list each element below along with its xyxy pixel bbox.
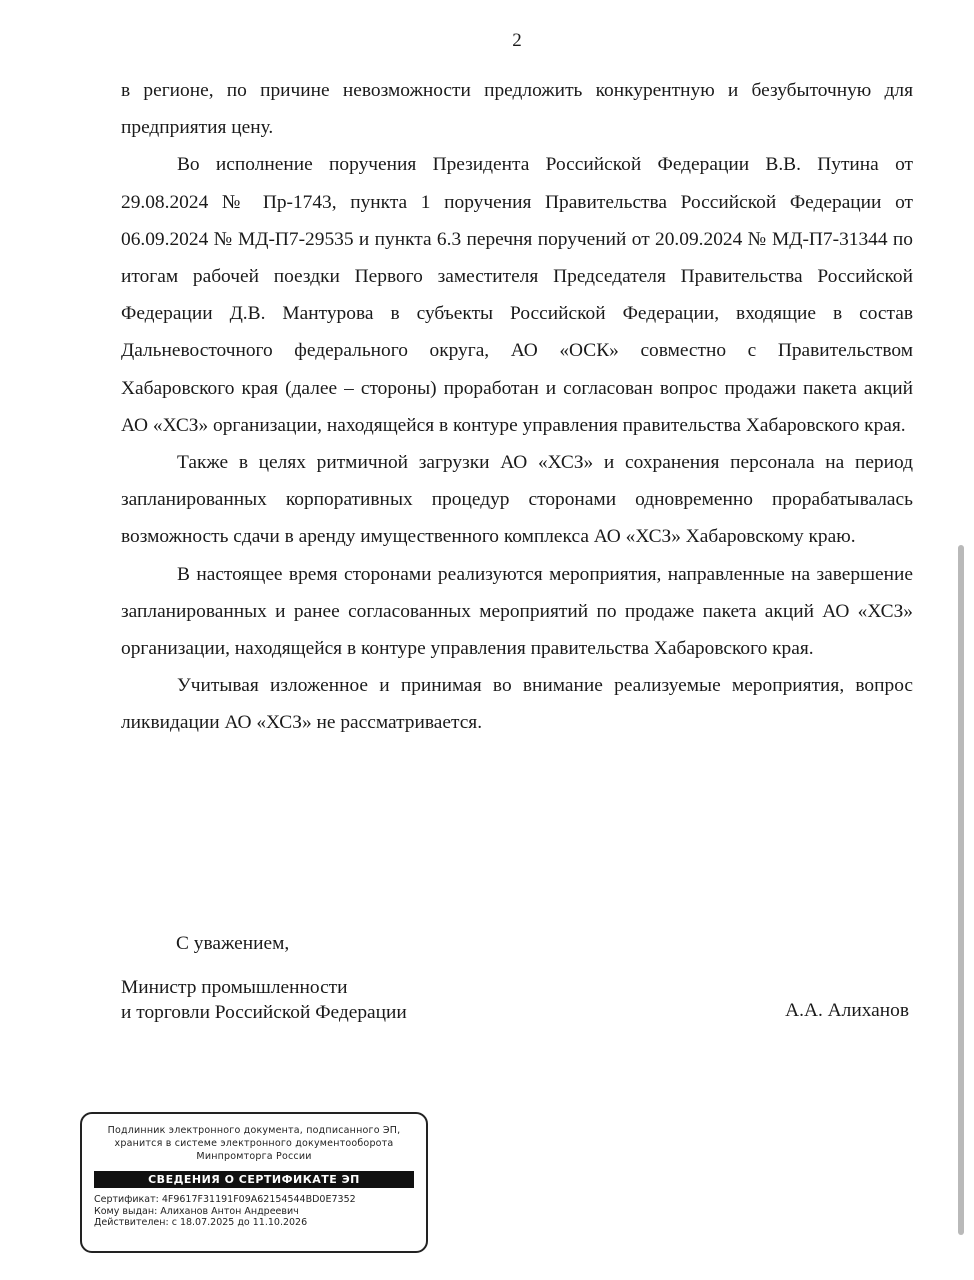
closing-greeting: С уважением, <box>176 933 290 954</box>
paragraph-4: В настоящее время сторонами реализуются мероприятия, направленные на завершение запланированных и ранее согласованных мероприятий по продаже пакета акций АО «ХСЗ» организации, находящейся в контуре управления правительства Хабаровского края. <box>121 563 913 660</box>
stamp-header <box>82 1124 426 1163</box>
certificate-number: Сертификат: 4F9617F31191F09A62154544BD0E7352 <box>94 1194 356 1205</box>
paragraph-3: Также в целях ритмичной загрузки АО «ХСЗ» и сохранения персонала на период запланированных корпоративных процедур сторонами одновременно прорабатывалась возможность сдачи в аренду имущественного комплекса АО «ХСЗ» Хабаровскому краю. <box>121 452 913 548</box>
paragraph-2: Во исполнение поручения Президента Российской Федерации В.В. Путина от 29.08.2024 № Пр-1743, пункта 1 поручения Правительства Российской Федерации от 06.09.2024 № МД-П7-29535 и пункта 6.3 перечня поручений от 20.09.2024 № МД-П7-31344 по итогам рабочей поездки Первого заместителя Председателя Правительства Российской Федерации Д.В. Мантурова в субъекты Российской Федерации, входящие в состав Дальневосточного федерального округа, АО «ОСК» совместно с Правительством Хабаровского края (далее – стороны) проработан и согласован вопрос продажи пакета акций АО «ХСЗ» организации, находящейся в контуре управления правительства Хабаровского края. <box>121 154 913 436</box>
signer-position <box>121 975 407 1025</box>
scrollbar[interactable] <box>958 545 964 1235</box>
stamp-line-2: хранится в системе электронного документооборота <box>114 1138 394 1149</box>
certificate-validity: Действителен: с 18.07.2025 до 11.10.2026 <box>94 1217 308 1228</box>
position-line-2: и торговли Российской Федерации <box>121 1002 407 1023</box>
certificate-owner: Кому выдан: Алиханов Антон Андреевич <box>94 1205 299 1217</box>
signer-name: А.А. Алиханов <box>785 1000 909 1021</box>
paragraph-5: Учитывая изложенное и принимая во внимание реализуемые мероприятия, вопрос ликвидации АО «ХСЗ» не рассматривается. <box>121 675 913 734</box>
stamp-line-3: Минпромторга России <box>196 1151 312 1162</box>
paragraph-1: в регионе, по причине невозможности предложить конкурентную и безубыточную для предприятия цену. <box>121 80 913 139</box>
position-line-1: Министр промышленности <box>121 977 348 998</box>
electronic-signature-stamp <box>80 1112 428 1253</box>
stamp-details <box>94 1194 414 1229</box>
stamp-certificate-bar: СВЕДЕНИЯ О СЕРТИФИКАТЕ ЭП <box>94 1171 414 1188</box>
page-number: 2 <box>512 30 522 51</box>
letter-body <box>121 72 913 742</box>
stamp-line-1: Подлинник электронного документа, подписанного ЭП, <box>107 1125 401 1136</box>
